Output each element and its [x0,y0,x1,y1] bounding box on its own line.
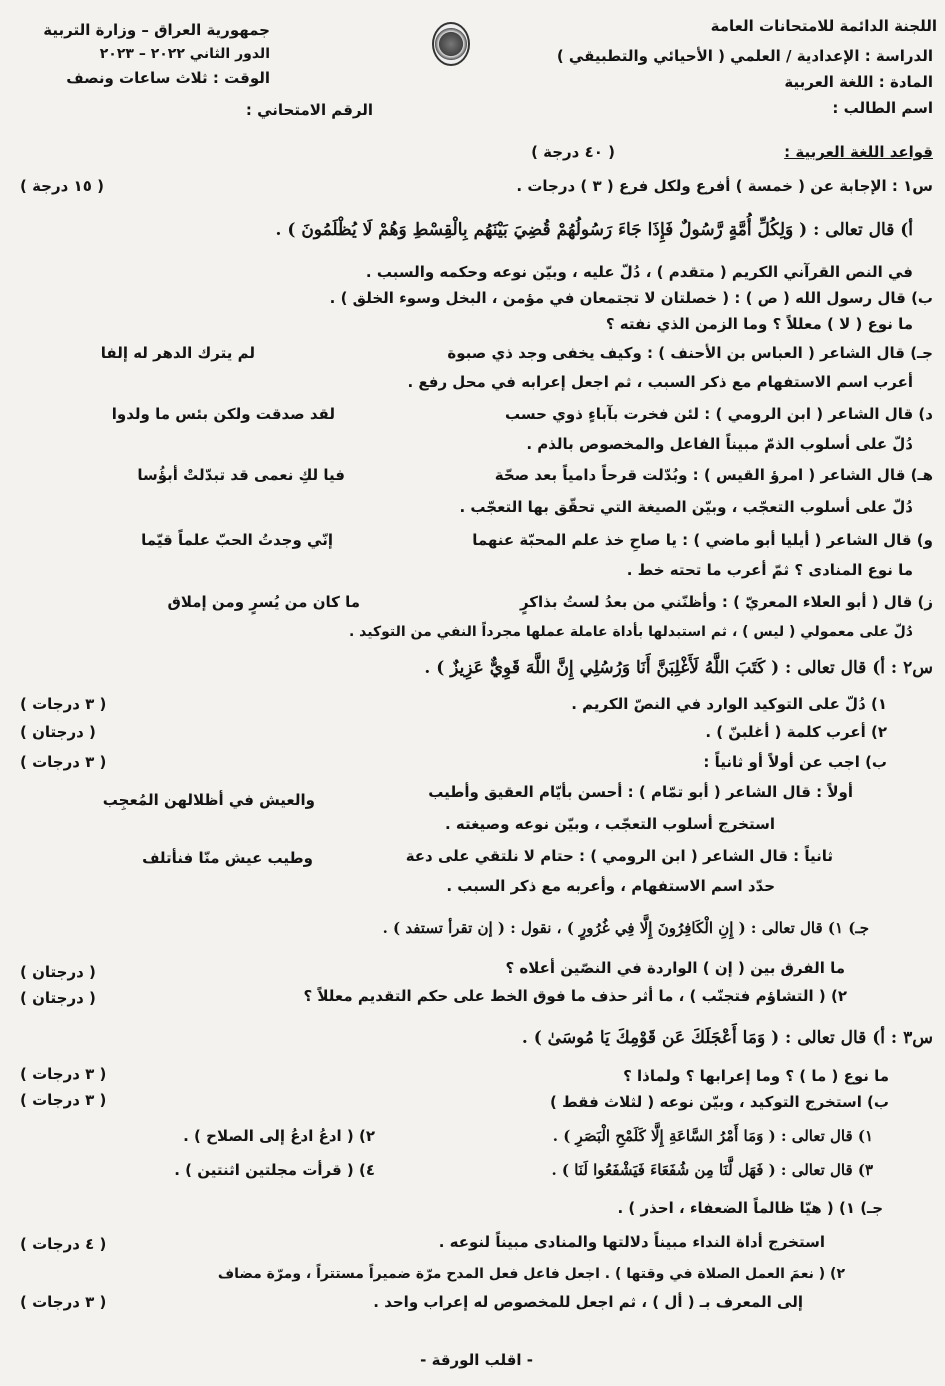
section-marks: ( ٤٠ درجة ) [531,143,615,161]
q3-a-question: ما نوع ( ما ) ؟ وما إعرابها ؟ ولماذا ؟ [623,1067,889,1085]
q3-a-marks: ( ٣ درجات ) [20,1065,107,1083]
q3-b: ب) استخرج التوكيد ، وبيّن نوعه ( لثلاث فقط ) [550,1093,889,1111]
q3-b4: ٤) ( قرأت مجلتين اثنتين ) . [174,1161,375,1179]
q1-b-text: ب) قال رسول الله ( ص ) : ( خصلتان لا تجتمعان في مؤمن ، البخل وسوء الخلق ) . [329,289,933,307]
republic-line: جمهورية العراق – وزارة التربية [43,21,270,39]
q2-c1-text: جـ) ١) قال تعالى : ( إِنِ الْكَافِرُونَ إِلَّا فِي غُرُورٍ ) ، نقول : ( إن تقرأ تستفد ) . [382,919,869,937]
q3-b1: ١) قال تعالى : ( وَمَا أَمْرُ السَّاعَةِ إِلَّا كَلَمْحِ الْبَصَرِ ) . [552,1127,873,1145]
q3-c2: ٢) ( نعمَ العمل الصلاة في وقتها ) . اجعل فاعل فعل المدح مرّة ضميراً مستتراً ، ومرّة مضاف [217,1266,845,1282]
q3-b3: ٣) قال تعالى : ( فَهَل لَّنَا مِن شُفَعَاءَ فَيَشْفَعُوا لَنَا ) . [551,1161,873,1179]
q2-c2-text: ٢) ( التشاؤم فتجنّب ) ، ما أثر حذف ما فوق الخط على حكم التقديم معللاً ؟ [303,987,847,1005]
q2-b2-verse-left: وطيب عيش منّا فنأتلف [142,849,313,867]
q1-e-question: دُلّ على أسلوب التعجّب ، وبيّن الصيغة التي تحقّق بها التعجّب . [459,498,913,516]
subject-line: المادة : اللغة العربية [784,73,933,91]
q2-b1-verse-right: أولاً : قال الشاعر ( أبو تمّام ) : أحسن بأيّام العقيق وأطيب [428,783,853,801]
q3-c1: جـ) ١) ( هيّا ظالماً الضعفاء ، احذر ) . [617,1199,883,1217]
q1-a-verse: أ) قال تعالى : ( وَلِكُلِّ أُمَّةٍ رَّسُولٌ فَإِذَا جَاءَ رَسُولُهُمْ قُضِيَ بَيْنَهُم بِالْقِسْطِ وَهُمْ لَا يُظْلَمُونَ ) . [275,220,913,240]
exam-number-label: الرقم الامتحاني : [245,101,373,119]
q1-g-question: دُلّ على معمولي ( ليس ) ، ثم استبدلها بأداة عاملة عملها مجرداً النفي من التوكيد . [348,624,913,640]
q1-f-verse-left: إنّي وجدتُ الحبّ علماً قيّما [141,531,333,549]
q3-c2-marks: ( ٣ درجات ) [20,1293,107,1311]
q1-a-question: في النص القرآني الكريم ( متقدم ) ، دُلّ عليه ، وبيّن نوعه وحكمه والسبب . [365,263,913,281]
q1-f-verse-right: و) قال الشاعر ( أيليا أبو ماضي ) : يا صاحِ خذ علم المحبّة عنهما [472,531,933,549]
q2-a1-marks: ( ٣ درجات ) [20,695,107,713]
q1-c-question: أعرب اسم الاستفهام مع ذكر السبب ، ثم اجعل إعرابه في محل رفع . [407,373,913,391]
q3-c1-question: استخرج أداة النداء مبيناً دلالتها والمنادى مبيناً لنوعه . [438,1233,825,1251]
q2-c1-marks: ( درجتان ) [20,963,96,981]
ministry-seal-icon [432,22,470,66]
time-line: الوقت : ثلاث ساعات ونصف [66,69,270,87]
round-line: الدور الثاني ٢٠٢٢ – ٢٠٢٣ [99,46,270,62]
q1-e-verse-left: فيا لكِ نعمى قد تبدّلتْ أبؤُسا [137,466,345,484]
q1-marks: ( ١٥ درجة ) [20,177,104,195]
q2-c1-question: ما الفرق بين ( إن ) الواردة في النصّين أعلاه ؟ [505,959,845,977]
student-name-label: اسم الطالب : [832,99,933,117]
q2-b1-verse-left: والعيش في أظلالهن المُعجِب [102,791,315,809]
committee-name: اللجنة الدائمة للامتحانات العامة [710,17,937,35]
q2-b1-question: استخرج أسلوب التعجّب ، وبيّن نوعه وصيغته . [444,815,775,833]
q1-c-verse-right: جـ) قال الشاعر ( العباس بن الأحنف ) : وكيف يخفى وجد ذي صبوة [447,344,933,362]
q1-f-question: ما نوع المنادى ؟ ثمّ أعرب ما تحته خط . [626,561,913,579]
q3-a-verse: س٣ : أ) قال تعالى : ( وَمَا أَعْجَلَكَ عَن قَوْمِكَ يَا مُوسَىٰ ) . [521,1028,933,1048]
q1-d-verse-left: لقد صدقت ولكن بئس ما ولدوا [111,405,335,423]
q2-b2-question: حدّد اسم الاستفهام ، وأعربه مع ذكر السبب . [446,877,775,895]
q3-c2-continued: إلى المعرف بـ ( أل ) ، ثم اجعل للمخصوص له إعراب واحد . [373,1293,803,1311]
q1-d-verse-right: د) قال الشاعر ( ابن الرومي ) : لئن فخرت بآباءٍ ذوي حسب [504,405,933,423]
q2-a2: ٢) أعرب كلمة ( أغلبنّ ) . [705,723,887,741]
q2-b-marks: ( ٣ درجات ) [20,753,107,771]
q1-e-verse-right: هـ) قال الشاعر ( امرؤ القيس ) : وبُدّلت قرحاً دامياً بعد صحّة [494,466,933,484]
q2-a-verse: س٢ : أ) قال تعالى : ( كَتَبَ اللَّهُ لَأَغْلِبَنَّ أَنَا وَرُسُلِي إِنَّ اللَّهَ قَوِيٌّ عَزِيزٌ ) . [424,658,933,678]
q1-d-question: دُلّ على أسلوب الذمّ مبيناً الفاعل والمخصوص بالذم . [526,435,913,453]
q1-c-verse-left: لم يترك الدهر له إلفا [100,344,255,362]
turn-page-note: - اقلب الورقة - [420,1351,533,1369]
q2-b: ب) اجب عن أولاً أو ثانياً : [703,753,887,771]
section-title: قواعد اللغة العربية : [784,143,933,161]
q1-intro: س١ : الإجابة عن ( خمسة ) أفرع ولكل فرع ( ٣ ) درجات . [516,177,933,195]
q2-c2-marks: ( درجتان ) [20,989,96,1007]
q1-g-verse-right: ز) قال ( أبو العلاء المعريّ ) : وأظنّني من بعدُ لستُ بذاكرٍ [519,593,933,611]
q1-b-question: ما نوع ( لا ) معللاً ؟ وما الزمن الذي نفته ؟ [605,315,913,333]
q3-c1-marks: ( ٤ درجات ) [20,1235,107,1253]
q2-a1: ١) دُلّ على التوكيد الوارد في النصّ الكريم . [571,695,887,713]
q3-b-marks: ( ٣ درجات ) [20,1091,107,1109]
q3-b2: ٢) ( ادعُ ادعُ إلى الصلاح ) . [183,1127,375,1145]
q2-b2-verse-right: ثانياً : قال الشاعر ( ابن الرومي ) : حتام لا نلتقي على دعة [405,847,833,865]
q1-g-verse-left: ما كان من يُسرٍ ومن إملاق [167,593,360,611]
study-line: الدراسة : الإعدادية / العلمي ( الأحيائي والتطبيقي ) [556,47,933,65]
q2-a2-marks: ( درجتان ) [20,723,96,741]
